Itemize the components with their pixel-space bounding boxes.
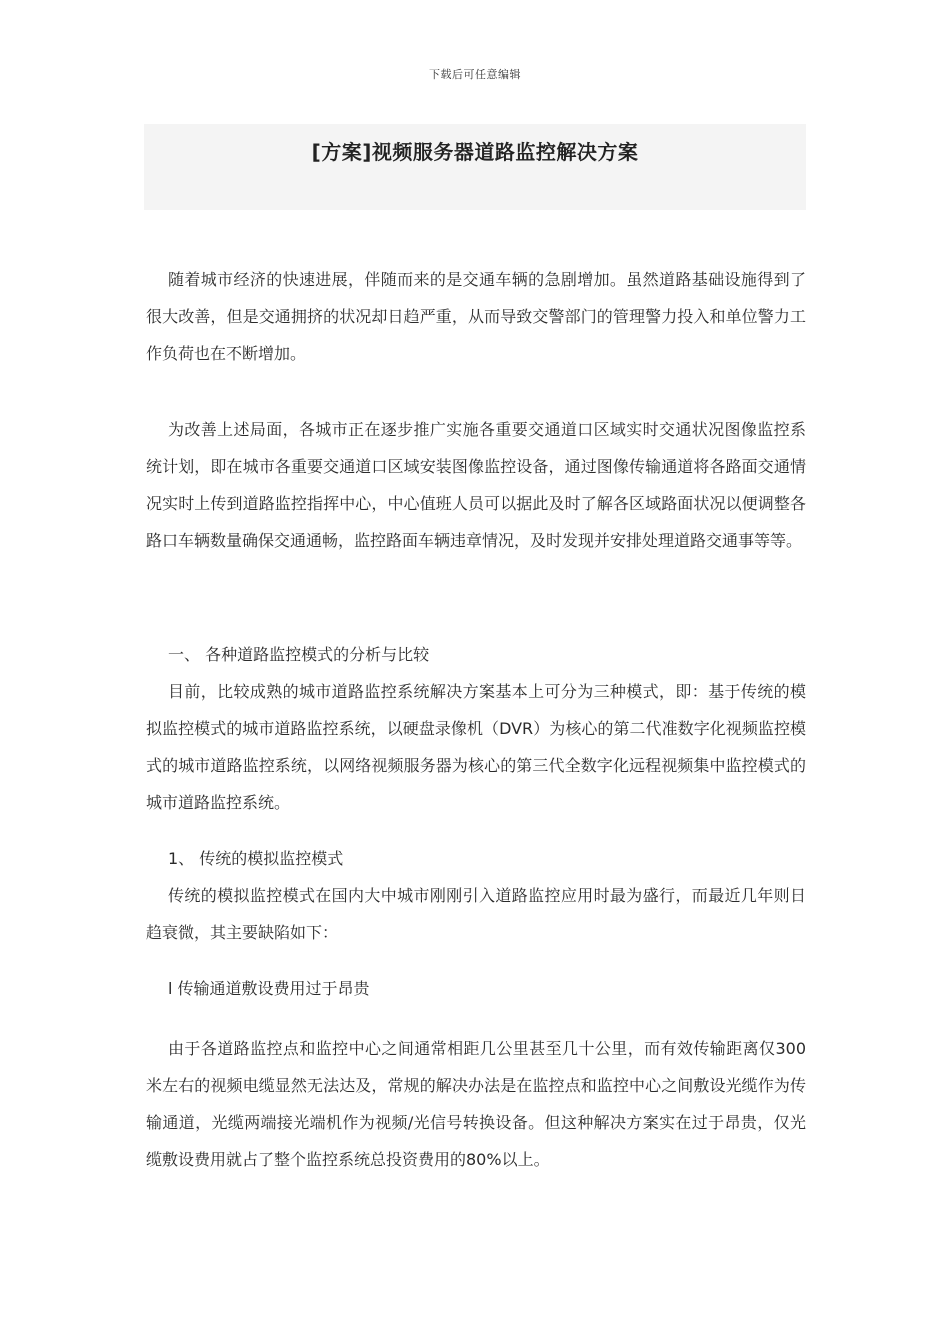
bullet-item bbox=[146, 970, 806, 1007]
paragraph-intro bbox=[146, 261, 806, 372]
paragraph-analog bbox=[146, 877, 806, 951]
paragraph-text: 为改善上述局面，各城市正在逐步推广实施各重要交通道口区域实时交通状况图像监控系统计划，即在城市各重要交通道口区域安装图像监控设备，通过图像传输通道将各路面交通情况实时上传到道路监控指挥中心，中心值班人员可以据此及时了解各区域路面状况以便调整各路口车辆数量确保交通通畅，监控路面车辆违章情况，及时发现并安排处理道路交通事等等。 bbox=[146, 420, 806, 550]
paragraph-text: 随着城市经济的快速进展，伴随而来的是交通车辆的急剧增加。虽然道路基础设施得到了很大改善，但是交通拥挤的状况却日趋严重，从而导致交警部门的管理警力投入和单位警力工作负荷也在不断增加。 bbox=[146, 270, 806, 363]
section-heading-text: 一、 各种道路监控模式的分析与比较 bbox=[168, 645, 430, 664]
bullet-text: l 传输通道敷设费用过于昂贵 bbox=[168, 979, 370, 998]
paragraph-modes bbox=[146, 673, 806, 821]
paragraph-text: 目前，比较成熟的城市道路监控系统解决方案基本上可分为三种模式，即：基于传统的模拟监控模式的城市道路监控系统，以硬盘录像机（DVR）为核心的第二代准数字化视频监控模式的城市道路监控系统，以网络视频服务器为核心的第三代全数字化远程视频集中监控模式的城市道路监控系统。 bbox=[146, 682, 806, 812]
paragraph-cost bbox=[146, 1030, 806, 1178]
section-heading-1 bbox=[146, 636, 806, 673]
paragraph-improvement bbox=[146, 411, 806, 559]
document-title: [方案]视频服务器道路监控解决方案 bbox=[311, 140, 639, 164]
header-note: 下载后可任意编辑 bbox=[429, 68, 521, 81]
paragraph-text: 传统的模拟监控模式在国内大中城市刚刚引入道路监控应用时最为盛行，而最近几年则日趋衰微，其主要缺陷如下： bbox=[146, 886, 806, 942]
paragraph-text: 由于各道路监控点和监控中心之间通常相距几公里甚至几十公里，而有效传输距离仅300米左右的视频电缆显然无法达及，常规的解决办法是在监控点和监控中心之间敷设光缆作为传输通道，光缆两端接光端机作为视频/光信号转换设备。但这种解决方案实在过于昂贵，仅光缆敷设费用就占了整个监控系统总投资费用的80%以上。 bbox=[146, 1039, 806, 1169]
subsection-heading-1 bbox=[146, 840, 806, 877]
subsection-heading-text: 1、 传统的模拟监控模式 bbox=[168, 849, 344, 868]
